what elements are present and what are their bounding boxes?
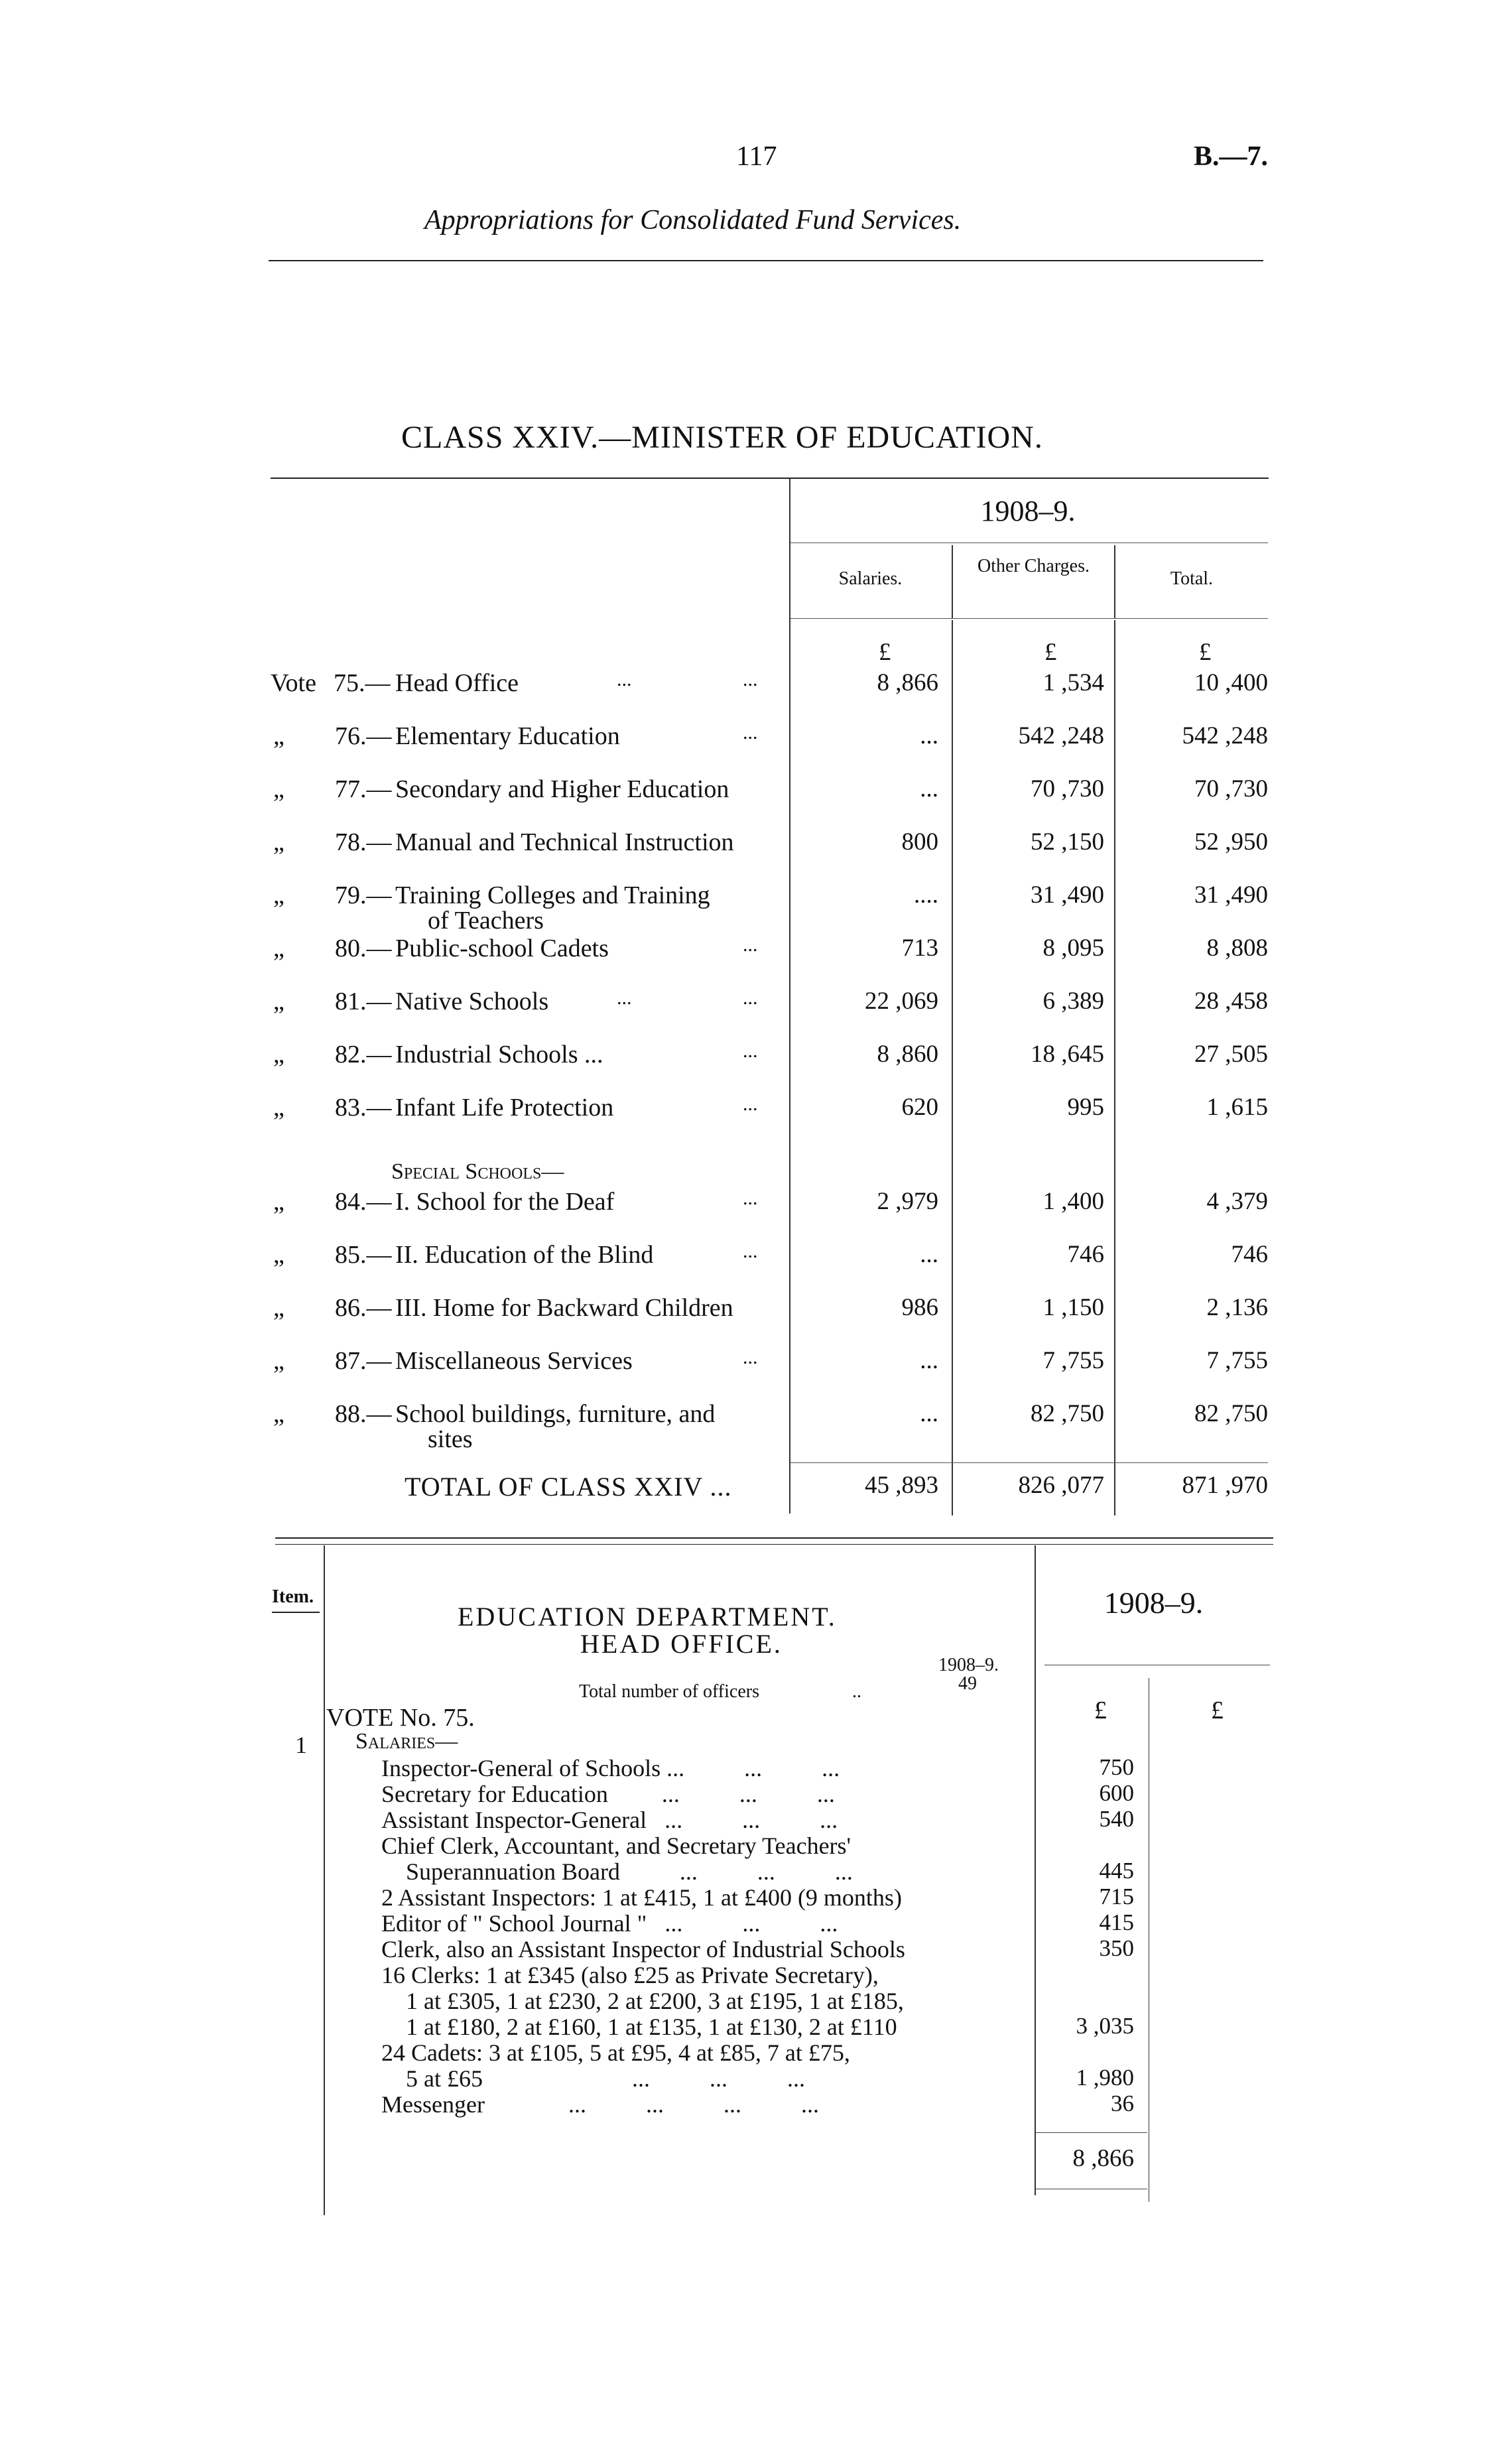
summary-bottom-rule-1 bbox=[275, 1537, 1273, 1539]
vote-number: 87.— bbox=[335, 1347, 392, 1375]
vote-number: 79.— bbox=[335, 881, 392, 909]
total-value: 746 bbox=[1231, 1241, 1268, 1268]
salary-line: Messenger ... ... ... ... bbox=[381, 2091, 819, 2118]
other-charges-value: 995 bbox=[1067, 1094, 1104, 1121]
vote-label: Infant Life Protection bbox=[395, 1094, 614, 1122]
ditto-mark: „ bbox=[273, 722, 284, 750]
total-value: 2 ,136 bbox=[1206, 1294, 1268, 1321]
department-title: EDUCATION DEPARTMENT. bbox=[458, 1602, 837, 1632]
ditto-mark: „ bbox=[273, 1294, 284, 1322]
leader-dots: ... bbox=[743, 722, 758, 743]
ditto-mark: „ bbox=[273, 881, 284, 909]
col-total-header: Total. bbox=[1170, 568, 1214, 589]
department-subtitle: HEAD OFFICE. bbox=[580, 1629, 783, 1659]
vote-number: 83.— bbox=[335, 1094, 392, 1122]
vote-number: 84.— bbox=[335, 1188, 392, 1216]
summary-bottom-rule-2 bbox=[275, 1544, 1273, 1545]
salary-amount: 715 bbox=[1099, 1884, 1134, 1909]
vote-number: VOTE No. 75. bbox=[326, 1704, 475, 1732]
salaries-value: ... bbox=[920, 722, 938, 749]
total-salaries: 45 ,893 bbox=[865, 1472, 938, 1499]
salary-amount: 350 bbox=[1099, 1935, 1134, 1961]
total-value: 82 ,750 bbox=[1194, 1400, 1268, 1427]
total-value: 70 ,730 bbox=[1194, 775, 1268, 803]
leader-dots: ... bbox=[617, 669, 632, 690]
salary-line: Clerk, also an Assistant Inspector of Industrial Schools bbox=[381, 1936, 905, 1962]
total-value: 31 ,490 bbox=[1194, 881, 1268, 909]
other-charges-value: 1 ,400 bbox=[1042, 1188, 1104, 1215]
salary-amount: 36 bbox=[1111, 2090, 1134, 2116]
other-charges-value: 1 ,534 bbox=[1042, 669, 1104, 696]
salaries-value: ... bbox=[920, 775, 938, 803]
salaries-heading: Salaries— bbox=[355, 1729, 458, 1754]
leader-dots: ... bbox=[743, 1240, 758, 1262]
vote-label: I. School for the Deaf bbox=[395, 1188, 615, 1216]
vote-label: Head Office bbox=[395, 669, 519, 697]
salary-line: Superannuation Board ... ... ... bbox=[406, 1858, 853, 1885]
detail-currency-1: £ bbox=[1094, 1697, 1107, 1724]
vote-label: Secondary and Higher Education bbox=[395, 775, 729, 803]
special-schools-heading: Special Schools— bbox=[391, 1159, 564, 1184]
salary-line: 16 Clerks: 1 at £345 (also £25 as Private Secretary), bbox=[381, 1962, 879, 1988]
salary-line: 1 at £305, 1 at £230, 2 at £200, 3 at £195, 1 at £185, bbox=[406, 1988, 904, 2014]
other-charges-value: 52 ,150 bbox=[1031, 828, 1104, 856]
currency-salaries: £ bbox=[879, 639, 891, 666]
leader-dots: ... bbox=[743, 934, 758, 956]
ditto-mark: „ bbox=[273, 828, 284, 856]
col-other-header: Other Charges. bbox=[977, 556, 1090, 576]
header-rule bbox=[269, 260, 1263, 261]
other-charges-value: 31 ,490 bbox=[1031, 881, 1104, 909]
vote-label-cont: of Teachers bbox=[428, 907, 544, 934]
summary-top-rule bbox=[271, 478, 1269, 479]
other-charges-value: 82 ,750 bbox=[1031, 1400, 1104, 1427]
page-number: 117 bbox=[736, 141, 777, 172]
other-charges-value: 1 ,150 bbox=[1042, 1294, 1104, 1321]
total-value: 52 ,950 bbox=[1194, 828, 1268, 856]
vote-label: School buildings, furniture, and bbox=[395, 1400, 716, 1428]
salary-line: Chief Clerk, Accountant, and Secretary Teachers' bbox=[381, 1833, 851, 1859]
summary-period: 1908–9. bbox=[980, 495, 1076, 527]
ditto-mark: „ bbox=[273, 775, 284, 803]
vote-number: 85.— bbox=[335, 1241, 392, 1269]
salary-line: Editor of " School Journal " ... ... ... bbox=[381, 1910, 838, 1937]
officers-label: Total number of officers bbox=[579, 1681, 759, 1702]
ditto-mark: „ bbox=[273, 1094, 284, 1122]
leader-dots: ... bbox=[743, 1346, 758, 1368]
vote-label: Elementary Education bbox=[395, 722, 620, 750]
other-charges-value: 18 ,645 bbox=[1031, 1041, 1104, 1068]
vote-label-cont: sites bbox=[428, 1425, 473, 1453]
small-period: 1908–9. bbox=[938, 1655, 999, 1675]
total-value: 28 ,458 bbox=[1194, 988, 1268, 1015]
vote-number: 75.— bbox=[334, 669, 391, 697]
ditto-mark: „ bbox=[273, 1241, 284, 1269]
total-label: TOTAL OF CLASS XXIV ... bbox=[405, 1472, 732, 1502]
salary-line: 5 at £65 ... ... ... bbox=[406, 2065, 805, 2092]
vote-label: Manual and Technical Instruction bbox=[395, 828, 734, 856]
other-charges-value: 746 bbox=[1067, 1241, 1104, 1268]
detail-period: 1908–9. bbox=[1103, 1586, 1204, 1620]
salary-line: 1 at £180, 2 at £160, 1 at £135, 1 at £130, 2 at £110 bbox=[406, 2014, 897, 2040]
item-header-rule bbox=[272, 1612, 320, 1613]
salaries-value: 986 bbox=[901, 1294, 938, 1321]
other-charges-value: 7 ,755 bbox=[1042, 1347, 1104, 1374]
salaries-value: 8 ,866 bbox=[877, 669, 938, 696]
vote-number: 82.— bbox=[335, 1041, 392, 1068]
salaries-value: .... bbox=[914, 881, 938, 909]
leader-dots: ... bbox=[743, 669, 758, 690]
salary-amount: 415 bbox=[1099, 1909, 1134, 1935]
other-charges-value: 8 ,095 bbox=[1042, 934, 1104, 962]
leader-dots: ... bbox=[743, 987, 758, 1009]
vote-label: III. Home for Backward Children bbox=[395, 1294, 733, 1322]
officers-dots: .. bbox=[852, 1681, 861, 1702]
leader-dots: ... bbox=[743, 1093, 758, 1115]
ditto-mark: „ bbox=[273, 1188, 284, 1216]
salary-line: Inspector-General of Schools ... ... ... bbox=[381, 1755, 840, 1781]
salaries-value: ... bbox=[920, 1241, 938, 1268]
item-column-header: Item. bbox=[272, 1586, 314, 1607]
salaries-value: 8 ,860 bbox=[877, 1041, 938, 1068]
vote-number: 86.— bbox=[335, 1294, 392, 1322]
currency-total: £ bbox=[1199, 639, 1212, 666]
salary-line: Assistant Inspector-General ... ... ... bbox=[381, 1807, 838, 1833]
salaries-value: ... bbox=[920, 1347, 938, 1374]
ditto-mark: „ bbox=[273, 1400, 284, 1428]
total-value: 27 ,505 bbox=[1194, 1041, 1268, 1068]
ditto-mark: „ bbox=[273, 988, 284, 1015]
salary-amount: 750 bbox=[1099, 1754, 1134, 1780]
vote-label: Public-school Cadets bbox=[395, 934, 609, 962]
salary-amount: 600 bbox=[1099, 1780, 1134, 1806]
total-value: 542 ,248 bbox=[1182, 722, 1268, 749]
leader-dots: ... bbox=[617, 987, 632, 1009]
total-value: 10 ,400 bbox=[1194, 669, 1268, 696]
vote-number: 78.— bbox=[335, 828, 392, 856]
salary-amount: 3 ,035 bbox=[1076, 2013, 1134, 2039]
vote-label: Industrial Schools ... bbox=[395, 1041, 603, 1068]
total-value: 8 ,808 bbox=[1206, 934, 1268, 962]
vote-number: 88.— bbox=[335, 1400, 392, 1428]
document-reference: B.—7. bbox=[1194, 141, 1269, 172]
vote-number: 80.— bbox=[335, 934, 392, 962]
salaries-value: 620 bbox=[901, 1094, 938, 1121]
vote-label: II. Education of the Blind bbox=[395, 1241, 654, 1269]
salaries-value: 22 ,069 bbox=[865, 988, 938, 1015]
vote-number: 77.— bbox=[335, 775, 392, 803]
ditto-mark: „ bbox=[273, 1041, 284, 1068]
total-top-rule bbox=[790, 1462, 1268, 1463]
ditto-mark: „ bbox=[273, 934, 284, 962]
vote-prefix: Vote bbox=[271, 669, 316, 697]
header-bottom-rule bbox=[790, 618, 1268, 619]
total-value: 7 ,755 bbox=[1206, 1347, 1268, 1374]
leader-dots: ... bbox=[743, 1040, 758, 1062]
total-value: 1 ,615 bbox=[1206, 1094, 1268, 1121]
salary-line: Secretary for Education ... ... ... bbox=[381, 1781, 835, 1807]
total-value: 4 ,379 bbox=[1206, 1188, 1268, 1215]
salaries-value: 800 bbox=[901, 828, 938, 856]
class-title: CLASS XXIV.—MINISTER OF EDUCATION. bbox=[401, 420, 1043, 455]
detail-total-rule bbox=[1036, 2132, 1147, 2133]
item-col-divider bbox=[324, 1545, 325, 2215]
total-total: 871 ,970 bbox=[1182, 1472, 1268, 1499]
detail-currency-2: £ bbox=[1211, 1697, 1224, 1724]
leader-dots: ... bbox=[743, 1187, 758, 1209]
salary-amount: 445 bbox=[1099, 1858, 1134, 1884]
item-number: 1 bbox=[295, 1732, 307, 1758]
salary-amount: 540 bbox=[1099, 1806, 1134, 1832]
officers-count: 49 bbox=[958, 1673, 977, 1694]
vote-label: Training Colleges and Training bbox=[395, 881, 710, 909]
page-subtitle: Appropriations for Consolidated Fund Services. bbox=[424, 205, 962, 235]
salaries-value: 713 bbox=[901, 934, 938, 962]
salary-line: 2 Assistant Inspectors: 1 at £415, 1 at £400 (9 months) bbox=[381, 1884, 902, 1911]
col-salaries-header: Salaries. bbox=[838, 568, 903, 589]
vote-label: Miscellaneous Services bbox=[395, 1347, 633, 1375]
salaries-value: 2 ,979 bbox=[877, 1188, 938, 1215]
currency-other: £ bbox=[1044, 639, 1057, 666]
detail-total: 8 ,866 bbox=[1072, 2145, 1134, 2172]
total-other: 826 ,077 bbox=[1018, 1472, 1104, 1499]
other-charges-value: 70 ,730 bbox=[1031, 775, 1104, 803]
ditto-mark: „ bbox=[273, 1347, 284, 1375]
vote-number: 76.— bbox=[335, 722, 392, 750]
salary-amount: 1 ,980 bbox=[1076, 2065, 1134, 2090]
salary-line: 24 Cadets: 3 at £105, 5 at £95, 4 at £85, 7 at £75, bbox=[381, 2039, 850, 2066]
salaries-value: ... bbox=[920, 1400, 938, 1427]
vote-label: Native Schools bbox=[395, 988, 549, 1015]
other-charges-value: 6 ,389 bbox=[1042, 988, 1104, 1015]
other-charges-value: 542 ,248 bbox=[1018, 722, 1104, 749]
vote-number: 81.— bbox=[335, 988, 392, 1015]
